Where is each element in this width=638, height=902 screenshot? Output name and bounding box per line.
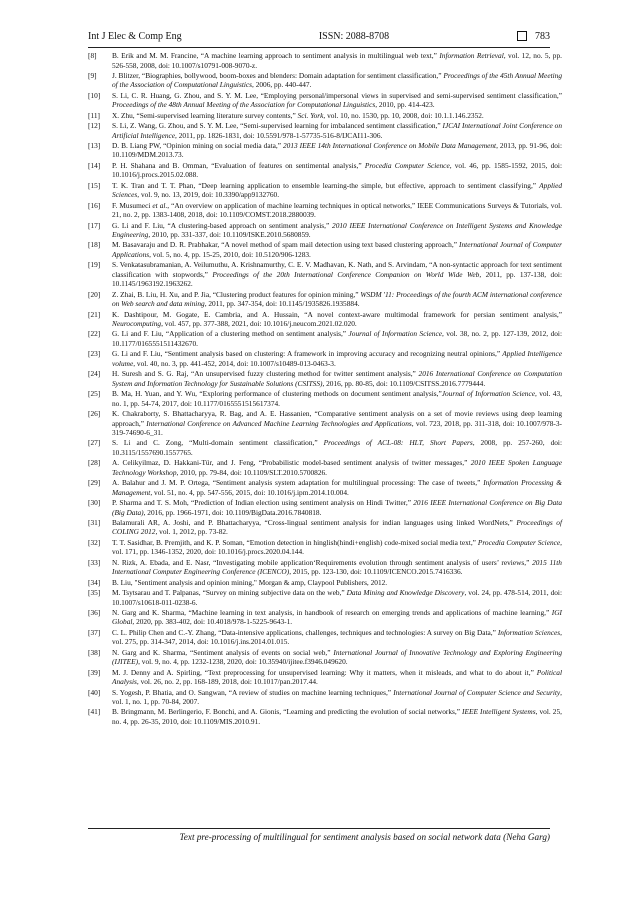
reference-text (112, 518, 562, 537)
reference-venue: International Journal of Computer Science and Security (393, 687, 561, 697)
reference-details: , vol. 171, pp. 1346-1352, 2020, doi: 10.1016/j.procs.2020.04.144. (112, 537, 562, 557)
reference-number: [39] (88, 667, 101, 677)
reference-text (112, 688, 562, 707)
reference-entry (88, 389, 562, 408)
page-header (88, 29, 550, 43)
reference-text (112, 578, 562, 588)
reference-entry (88, 478, 562, 497)
reference-text (112, 409, 562, 438)
reference-text (112, 498, 562, 517)
reference-authors-title: A. Balahur and J. M. P. Ortega, “Sentiment analysis system adaptation for multilingual processing: The case of tweets,” (112, 478, 484, 488)
reference-venue: 2010 IEEE International Conference on Intelligent Systems and Knowledge Engineering (112, 220, 562, 240)
reference-venue: 2013 IEEE 14th International Conference on Mobile Data Management (283, 140, 497, 150)
reference-details: , vol. 25, no. 4, pp. 26-35, 2010, doi: 10.1109/MIS.2010.91. (112, 707, 562, 726)
reference-authors-title: H. Suresh and S. G. Raj, “An unsupervised fuzzy clustering method for twitter sentiment analysis,” (112, 369, 419, 379)
reference-number: [11] (88, 110, 100, 120)
reference-text (112, 221, 562, 240)
reference-text (112, 71, 562, 90)
reference-entry (88, 558, 562, 577)
reference-venue: Sci. York (297, 110, 324, 120)
reference-venue: International Journal of Computer Applications (112, 240, 562, 259)
reference-number: [25] (88, 389, 101, 399)
reference-venue: Information Retrieval (439, 51, 504, 60)
reference-entry (88, 518, 562, 537)
reference-entry (88, 260, 562, 289)
reference-details: , vol. 38, no. 2, pp. 127-139, 2012, doi: 10.1177/0165551511432670. (112, 329, 563, 348)
page-number: 783 (535, 30, 550, 42)
reference-text (112, 310, 562, 329)
reference-number: [34] (88, 577, 101, 587)
reference-entry (88, 707, 562, 726)
reference-number: [9] (88, 70, 97, 80)
reference-entry (88, 91, 562, 110)
reference-venue: IGI Global (112, 607, 562, 627)
reference-venue: Journal of Information Science (441, 389, 535, 399)
reference-entry (88, 51, 562, 70)
reference-entry (88, 329, 562, 348)
reference-entry (88, 668, 562, 687)
reference-entry (88, 438, 562, 457)
reference-authors-title: B. Liu, "Sentiment analysis and opinion mining," Morgan & amp, Claypool Publishers, 2012. (112, 577, 388, 587)
reference-number: [27] (88, 438, 101, 448)
reference-entry (88, 349, 562, 368)
reference-entry (88, 628, 562, 647)
reference-entry (88, 161, 562, 180)
reference-number: [14] (88, 160, 101, 170)
reference-text (112, 558, 562, 577)
reference-number: [38] (88, 647, 101, 657)
reference-details: , 2013, pp. 91-96, doi: 10.1109/MDM.2013.73. (112, 140, 562, 160)
reference-authors-title: F. Musumeci (112, 200, 153, 210)
reference-venue: Applied Intelligence volume (112, 349, 562, 368)
reference-details: , 2010, pp. 414-423. (375, 100, 435, 110)
reference-venue: Information Processing & Management (112, 478, 562, 497)
reference-venue: Applied Sciences (112, 180, 562, 200)
reference-authors-title: S. Yogesh, P. Bhatia, and O. Sangwan, “A review of studies on machine learning techniques,” (112, 687, 394, 697)
reference-number: [21] (88, 309, 101, 319)
reference-number: [35] (88, 588, 101, 598)
reference-entry (88, 121, 562, 140)
reference-venue: IEEE Intelligent Systems (462, 707, 536, 717)
reference-entry (88, 310, 562, 329)
reference-number: [13] (88, 140, 101, 150)
reference-authors-title: P. Sharma and T. S. Moh, “Prediction of Indian election using sentiment analysis on Hindi Twitter,” (112, 498, 414, 508)
reference-number: [41] (88, 707, 101, 717)
reference-text (112, 141, 562, 160)
reference-authors-title: M. Basavaraju and D. R. Prabhakar, “A novel method of spam mail detection using text based clustering approach,” (112, 240, 460, 250)
reference-venue: Proceedings of the 48th Annual Meeting of the Association for Computational Linguistics (112, 100, 376, 110)
reference-venue: Proceedings of the 20th International Conference Companion on World Wide Web (212, 269, 480, 279)
reference-text (112, 329, 562, 348)
reference-details: , vol. 5, no. 4, pp. 15-25, 2010, doi: 10.5120/906-1283. (149, 249, 311, 259)
reference-details: , 2010, pp. 79-84, doi: 10.1109/SLT.2010.5700826. (176, 467, 328, 477)
reference-authors-title: S. Li, C. R. Huang, G. Zhou, and S. Y. M. Lee, “Employing personal/impersonal views in supervised and semi-supervised sentiment classification,” (112, 90, 562, 100)
reference-entry (88, 141, 562, 160)
reference-entry (88, 111, 562, 121)
square-icon (517, 31, 527, 41)
reference-number: [40] (88, 687, 101, 697)
reference-venue: Proceedings of ACL-08: HLT, Short Papers (323, 438, 473, 448)
reference-entry (88, 369, 562, 388)
reference-details: , vol. 1, no. 1, pp. 70-84, 2007. (112, 687, 562, 706)
reference-details: , 2011, pp. 137-138, doi: 10.1145/1963192.1963262. (112, 269, 562, 289)
journal-name: Int J Elec & Comp Eng (88, 30, 182, 42)
reference-text (112, 668, 562, 687)
reference-authors-title: T. T. Sasidhar, B. Premjith, and K. P. Soman, “Emotion detection in hinglish(hindi+english) code-mixed social media text,” (112, 537, 478, 547)
reference-text (112, 181, 562, 200)
reference-text (112, 290, 562, 309)
reference-details: , vol. 10, no. 1530, pp. 10, 2008, doi: 10.1.1.146.2352. (323, 110, 484, 120)
reference-authors-title: Balamurali AR, A. Joshi, and P. Bhattacharyya, “Cross-lingual sentiment analysis for indian languages using linked WordNets,” (112, 517, 517, 527)
reference-authors-title: K. Chakraborty, S. Bhattacharyya, R. Bag, and A. E. Hassanien, “Comparative sentiment analysis on a set of movie reviews using deep learning approach,” (112, 409, 562, 428)
reference-text (112, 707, 562, 726)
reference-authors-title: C. L. Philip Chen and C.-Y. Zhang, “Data-intensive applications, challenges, techniques and technologies: A survey on Big Data,” (112, 627, 498, 637)
reference-entry (88, 409, 562, 438)
running-title: Text pre-processing of multilingual for sentiment analysis based on social network data (Neha Garg) (179, 832, 550, 842)
reference-details: , 2015, pp. 123-130, doi: 10.1109/ICENCO.2015.7416336. (289, 567, 463, 577)
reference-text (112, 349, 562, 368)
reference-entry (88, 588, 562, 607)
reference-number: [8] (88, 51, 97, 60)
reference-number: [26] (88, 409, 101, 419)
reference-venue: Information Sciences (497, 627, 561, 637)
reference-number: [24] (88, 369, 101, 379)
reference-number: [16] (88, 200, 101, 210)
reference-number: [33] (88, 557, 101, 567)
reference-details: , 2011, pp. 1826-1831, doi: 10.5591/978-1-57735-516-8/IJCAI11-306. (175, 130, 383, 140)
reference-number: [30] (88, 498, 101, 508)
reference-authors-title: S. Li, Z. Wang, G. Zhou, and S. Y. M. Lee, “Semi-supervised learning for imbalanced sentiment classification,” (112, 121, 443, 131)
reference-number: [28] (88, 458, 101, 468)
header-rule (88, 47, 550, 48)
reference-venue: WSDM '11: Proceedings of the fourth ACM international conference on Web search and data mining (112, 289, 562, 309)
reference-text (112, 608, 562, 627)
reference-authors-title: A. Celikyilmaz, D. Hakkani-Tür, and J. Feng, “Probabilistic model-based sentiment analysis of twitter messages,” (112, 458, 471, 468)
reference-entry (88, 688, 562, 707)
reference-venue: 2016 International Conference on Computation System and Information Technology for Sustainable Solutions (CSITSS) (112, 369, 562, 388)
reference-entry (88, 458, 562, 477)
reference-list (88, 51, 562, 727)
reference-text (112, 111, 562, 121)
reference-entry (88, 221, 562, 240)
page-number-group (440, 31, 550, 42)
reference-venue: 2010 IEEE Spoken Language Technology Workshop (112, 458, 562, 477)
reference-number: [12] (88, 121, 101, 131)
reference-entry (88, 538, 562, 557)
reference-entry (88, 648, 562, 667)
reference-text (112, 369, 562, 388)
reference-details: , 2011, pp. 347-354, doi: 10.1145/1935826.1935884. (204, 299, 360, 309)
reference-details: , vol. 723, 2018, pp. 311-318, doi: 10.1007/978-3-319-74690-6_31. (112, 418, 562, 438)
reference-text (112, 538, 562, 557)
reference-entry (88, 181, 562, 200)
reference-authors-title: J. Blitzer, “Biographies, bollywood, boom-boxes and blenders: Domain adaptation for sentiment classification,” (112, 70, 444, 80)
reference-authors-title: D. B. Liang PW, “Opinion mining on social media data,” (112, 140, 283, 150)
reference-venue: Neurocomputing (112, 319, 162, 329)
reference-number: [36] (88, 607, 101, 617)
reference-entry (88, 290, 562, 309)
reference-text (112, 458, 562, 477)
reference-details: , vol. 9, no. 13, 2019, doi: 10.3390/app9132760. (137, 190, 280, 200)
reference-text (112, 588, 562, 607)
reference-venue: International Journal of Innovative Technology and Exploring Engineering (IJITEE) (112, 647, 562, 667)
reference-number: [17] (88, 220, 101, 230)
reference-venue: Data Mining and Knowledge Discovery (346, 588, 465, 598)
reference-text (112, 628, 562, 647)
reference-details: , vol. 51, no. 4, pp. 547-556, 2015, doi: 10.1016/j.ipm.2014.10.004. (150, 487, 349, 497)
reference-details: , 2016, pp. 1966-1971, doi: 10.1109/BigData.2016.7840818. (143, 507, 322, 517)
reference-authors-title: N. Rizk, A. Ebada, and E. Nasr, “Investigating mobile application‘Requirements evolution through sentiment analysis of users’ reviews,” (112, 557, 533, 567)
reference-authors-title: M. Tsytsarau and T. Palpanas, “Survey on mining subjective data on the web,” (112, 588, 347, 598)
reference-text (112, 91, 562, 110)
reference-venue: 2016 IEEE International Conference on Big Data (Big Data) (112, 498, 562, 517)
reference-number: [22] (88, 329, 101, 339)
reference-authors-title: M. J. Denny and A. Spirling, “Text preprocessing for unsupervised learning: Why it matters, when it misleads, and what to do about it,” (112, 667, 537, 677)
reference-entry (88, 201, 562, 220)
reference-authors-title: K. Dashtipour, M. Gogate, E. Cambria, and A. Hussain, “A novel context-aware multimodal framework for persian sentiment analysis,” (112, 309, 562, 319)
reference-venue: Procedia Computer Science (364, 160, 450, 170)
reference-details: , vol. 457, pp. 377-388, 2021, doi: 10.1016/j.neucom.2021.02.020. (161, 319, 357, 329)
reference-number: [29] (88, 478, 101, 488)
reference-text (112, 161, 562, 180)
reference-text (112, 389, 562, 408)
reference-details: , vol. 46, pp. 1585-1592, 2015, doi: 10.1016/j.procs.2015.02.088. (112, 160, 562, 180)
reference-entry (88, 240, 562, 259)
reference-entry (88, 608, 562, 627)
reference-venue: Political Analysis (112, 667, 562, 687)
reference-entry (88, 71, 562, 90)
reference-authors-title: N. Garg and K. Sharma, “Machine learning in text analysis, in handbook of research on emerging trends and applications of machine learning,” (112, 607, 552, 617)
reference-details: , 2010, pp. 331-337, doi: 10.1109/ISKE.2010.5680859. (148, 230, 311, 240)
reference-venue: et al. (152, 200, 168, 210)
reference-number: [23] (88, 349, 101, 359)
reference-details: , vol. 40, no. 3, pp. 441-452, 2014, doi: 10.1007/s10489-013-0463-3. (133, 358, 336, 368)
reference-details: , 2016, pp. 80-85, doi: 10.1109/CSITSS.2016.7779444. (322, 378, 486, 388)
reference-venue: International Conference on Advanced Machine Learning Technologies and Applications (146, 418, 412, 428)
reference-authors-title: B. Bringmann, M. Berlingerio, F. Bonchi, and A. Gionis, “Learning and predicting the evolution of social networks,” (112, 707, 463, 717)
reference-number: [20] (88, 289, 101, 299)
reference-venue: Journal of Information Science (348, 329, 442, 339)
reference-venue: Proceedings of COLING 2012 (112, 517, 562, 537)
reference-details: , vol. 275, pp. 314-347, 2014, doi: 10.1016/j.ins.2014.01.015. (112, 627, 562, 647)
reference-number: [19] (88, 260, 101, 270)
reference-text (112, 438, 562, 457)
issn: ISSN: 2088-8708 (318, 30, 390, 42)
reference-text (112, 201, 562, 220)
reference-authors-title: G. Li and F. Liu, “A clustering-based approach on sentiment analysis,” (112, 220, 333, 230)
reference-venue: 2015 11th International Computer Engineering Conference (ICENCO) (112, 557, 562, 577)
reference-details: , 2006, pp. 440-447. (252, 80, 312, 90)
reference-number: [15] (88, 180, 101, 190)
reference-details: , vol. 9, no. 4, pp. 1232-1238, 2020, doi: 10.35940/ijitee.f3946.049620. (138, 657, 348, 667)
reference-entry (88, 498, 562, 517)
reference-details: , 2008, pp. 257-260, doi: 10.3115/1557690.1557765. (112, 438, 562, 457)
reference-text (112, 121, 562, 140)
reference-authors-title: P. H. Shahana and B. Omman, “Evaluation of features on sentimental analysis,” (112, 160, 365, 170)
reference-venue: IJCAI International Joint Conference on Artificial Intelligence (112, 121, 562, 140)
reference-number: [37] (88, 627, 101, 637)
reference-number: [10] (88, 90, 101, 100)
reference-text (112, 240, 562, 259)
reference-text (112, 648, 562, 667)
reference-details: , vol. 43, no. 1, pp. 54-74, 2017, doi: 10.1177/0165551515617374. (112, 389, 562, 408)
reference-number: [31] (88, 517, 101, 527)
reference-authors-title: G. Li and F. Liu, “Sentiment analysis based on clustering: A framework in improving accuracy and recognizing neutral opinions,” (112, 349, 503, 359)
reference-authors-title: B. Ma, H. Yuan, and Y. Wu, “Exploring performance of clustering methods on document sentiment analysis,” (112, 389, 442, 399)
reference-details: , 2020, pp. 383-402, doi: 10.4018/978-1-5225-9643-1. (132, 617, 293, 627)
reference-authors-title: S. Venkatasubramanian, A. Veilumuthu, A. Krishnamurthy, C. E. V. Madhavan, K. Nath, and S. Arvindam, “A non-syntactic approach for text sentiment classification with stopwords,” (112, 260, 562, 279)
reference-text (112, 51, 562, 70)
reference-details: , “An overview on application of machine learning techniques in optical networks,” IEEE Communications Surveys & Tutorials, vol. 21, no. 2, pp. 1383-1408, 2018, doi: 10.1109/COMST.2018.2880039. (112, 200, 563, 220)
reference-details: , vol. 12, no. 5, pp. 526-558, 2008, doi: 10.1007/s10791-008-9070-z. (112, 51, 562, 70)
reference-number: [32] (88, 537, 101, 547)
reference-details: , vol. 1, 2012, pp. 73-82. (155, 527, 228, 537)
footer-rule (88, 828, 550, 829)
reference-details: , vol. 26, no. 2, pp. 168-189, 2018, doi: 10.1017/pan.2017.44. (136, 677, 318, 687)
reference-authors-title: X. Zhu, “Semi-supervised learning literature survey contents,” (112, 110, 298, 120)
reference-text (112, 260, 562, 289)
reference-venue: Proceedings of the 45th Annual Meeting of the Association of Computational Linguistics (112, 70, 562, 90)
reference-authors-title: S. Li and C. Zong, “Multi-domain sentiment classification,” (112, 438, 324, 448)
reference-authors-title: N. Garg and K. Sharma, “Sentiment analysis of events on social web,” (112, 647, 334, 657)
reference-entry (88, 578, 562, 588)
reference-text (112, 478, 562, 497)
reference-authors-title: B. Erik and M. M. Francine, “A machine learning approach to sentiment analysis in multilingual web text,” (112, 51, 440, 60)
reference-number: [18] (88, 240, 101, 250)
reference-authors-title: T. K. Tran and T. T. Phan, “Deep learning application to ensemble learning-the simple, but effective, approach to sentiment classifying,” (112, 180, 540, 190)
reference-venue: Procedia Computer Science (477, 537, 561, 547)
reference-details: , vol. 24, pp. 478-514, 2011, doi: 10.1007/s10618-011-0238-6. (112, 588, 562, 607)
reference-authors-title: Z. Zhai, B. Liu, H. Xu, and P. Jia, “Clustering product features for opinion mining,” (112, 289, 361, 299)
reference-authors-title: G. Li and F. Liu, “Application of a clustering method on sentiment analysis,” (112, 329, 349, 339)
